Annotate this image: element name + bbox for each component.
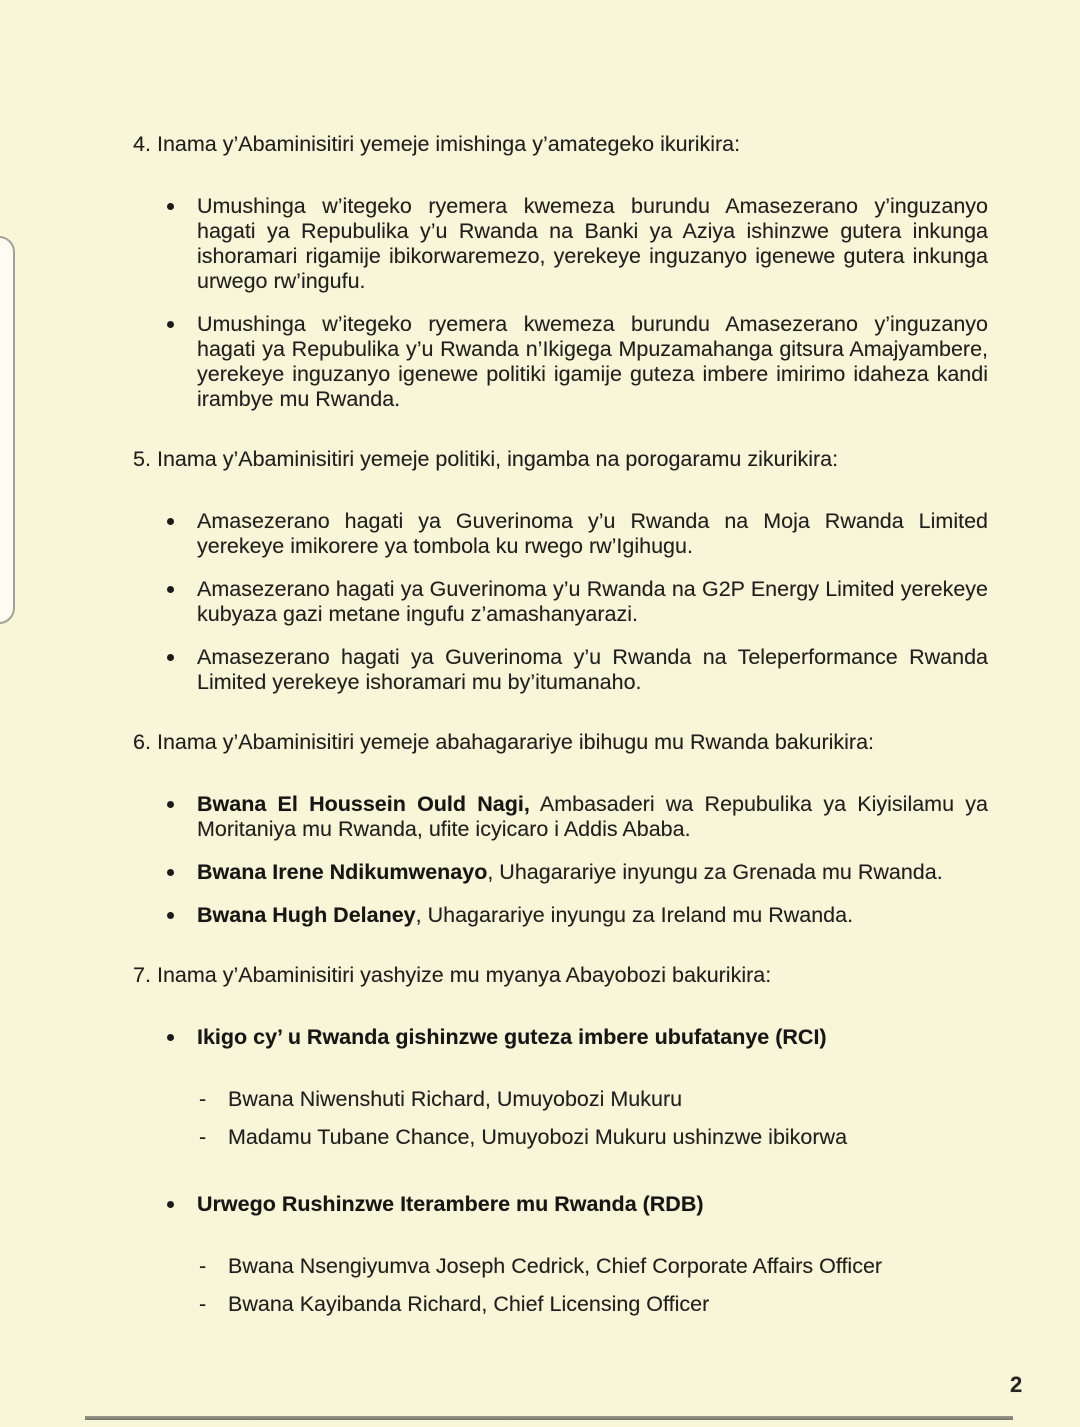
line-rest: , Uhagarariye inyungu za Grenada mu Rwanda.: [487, 860, 943, 884]
bullet-icon: [167, 869, 174, 876]
bullet-icon: [167, 321, 174, 328]
dash-icon: -: [199, 1292, 207, 1316]
bullet-list: [133, 194, 988, 412]
text-line: [197, 903, 988, 928]
text-line: kubyaza gazi metane ingufu z’amashanyarazi.: [197, 602, 639, 626]
text-line: Amasezerano hagati ya Guverinoma y’u Rwanda na Moja Rwanda Limited: [197, 509, 988, 533]
text-line: irambye mu Rwanda.: [197, 387, 401, 411]
bullet-text: [197, 792, 988, 842]
sub-item-text: Madamu Tubane Chance, Umuyobozi Mukuru ushinzwe ibikorwa: [228, 1125, 848, 1149]
bullet-item: [133, 860, 988, 885]
bold-name: Bwana El Houssein Ould Nagi,: [197, 792, 530, 816]
bold-name: Bwana Hugh Delaney: [197, 903, 416, 927]
bullet-text: [197, 903, 988, 928]
text-line: Umushinga w’itegeko ryemera kwemeza burundu Amasezerano y’inguzanyo: [197, 194, 988, 218]
bullet-icon: [167, 654, 174, 661]
section-heading-text: Inama y’Abaminisitiri yemeje politiki, ingamba na porogaramu zikurikira:: [157, 447, 839, 471]
text-line: Amasezerano hagati ya Guverinoma y’u Rwanda na Teleperformance Rwanda: [197, 645, 988, 669]
text-line: Moritaniya mu Rwanda, ufite icyicaro i Addis Ababa.: [197, 817, 691, 841]
bullet-text: [197, 509, 988, 559]
text-line: hagati ya Repubulika y’u Rwanda na Banki ya Aziya ishinzwe gutera inkunga: [197, 219, 988, 243]
bullet-text: [197, 312, 988, 412]
bullet-item: [133, 194, 988, 294]
section: [133, 963, 988, 1317]
bullet-list: [133, 1025, 988, 1317]
sub-item-text: Bwana Niwenshuti Richard, Umuyobozi Mukuru: [228, 1087, 683, 1111]
line-rest: Ambasaderi wa Repubulika ya Kiyisilamu ya: [529, 792, 988, 816]
sub-item-text: Bwana Kayibanda Richard, Chief Licensing Officer: [228, 1292, 710, 1316]
bold-heading-line: Urwego Rushinzwe Iterambere mu Rwanda (RDB): [197, 1192, 704, 1216]
bullet-icon: [167, 203, 174, 210]
bullet-icon: [167, 1034, 174, 1041]
bold-heading-line: Ikigo cy’ u Rwanda gishinzwe guteza imbere ubufatanye (RCI): [197, 1025, 827, 1049]
text-line: [197, 860, 988, 885]
section-heading-text: Inama y’Abaminisitiri yemeje abahagarariye ibihugu mu Rwanda bakurikira:: [157, 730, 875, 754]
text-line: yerekeye inguzanyo igenewe politiki igamije guteza imbere imirimo idaheza kandi: [197, 362, 988, 386]
section-heading-text: Inama y’Abaminisitiri yashyize mu myanya Abayobozi bakurikira:: [157, 963, 772, 987]
section-number: 6.: [133, 730, 151, 754]
sub-list: [133, 1254, 988, 1317]
text-line: ishoramari rigamije ibikorwaremezo, yerekeye inguzanyo igenewe gutera inkunga: [197, 244, 988, 268]
dash-icon: -: [199, 1254, 207, 1278]
section-heading-text: Inama y’Abaminisitiri yemeje imishinga y’amategeko ikurikira:: [157, 132, 741, 156]
bullet-icon: [167, 801, 174, 808]
sub-item: [133, 1125, 988, 1150]
text-line: Limited yerekeye ishoramari mu by’itumanaho.: [197, 670, 642, 694]
text-line: Amasezerano hagati ya Guverinoma y’u Rwanda na G2P Energy Limited yerekeye: [197, 577, 988, 601]
bullet-item: [133, 1192, 988, 1217]
text-line: hagati ya Repubulika y’u Rwanda n’Ikigega Mpuzamahanga gitsura Amajyambere,: [197, 337, 988, 361]
text-line: yerekeye imikorere ya tombola ku rwego rw’Igihugu.: [197, 534, 693, 558]
page-number: 2: [1010, 1372, 1023, 1397]
bullet-item: [133, 312, 988, 412]
bullet-item: [133, 792, 988, 842]
sub-item: [133, 1087, 988, 1112]
section-number: 4.: [133, 132, 151, 156]
sub-item: [133, 1292, 988, 1317]
section-heading: [133, 963, 988, 988]
bullet-icon: [167, 586, 174, 593]
bullet-icon: [167, 912, 174, 919]
sub-item-text: Bwana Nsengiyumva Joseph Cedrick, Chief Corporate Affairs Officer: [228, 1254, 883, 1278]
bullet-text: [197, 1025, 988, 1050]
text-line: urwego rw’ingufu.: [197, 269, 366, 293]
dash-icon: -: [199, 1087, 207, 1111]
section-number: 7.: [133, 963, 151, 987]
page-edge-tab[interactable]: [0, 236, 15, 624]
bullet-text: [197, 194, 988, 294]
section-heading: [133, 730, 988, 755]
bullet-item: [133, 903, 988, 928]
section: [133, 730, 988, 928]
section-heading: [133, 447, 988, 472]
text-line: Umushinga w’itegeko ryemera kwemeza burundu Amasezerano y’inguzanyo: [197, 312, 988, 336]
bullet-text: [197, 645, 988, 695]
section-number: 5.: [133, 447, 151, 471]
sub-item: [133, 1254, 988, 1279]
bottom-divider: [85, 1416, 1013, 1420]
sub-list: [133, 1087, 988, 1150]
bullet-item: [133, 577, 988, 627]
section: [133, 447, 988, 695]
bullet-item: [133, 1025, 988, 1050]
bullet-list: [133, 509, 988, 695]
section-heading: [133, 132, 988, 157]
bullet-text: [197, 1192, 988, 1217]
bullet-text: [197, 860, 988, 885]
bullet-list: [133, 792, 988, 928]
section: [133, 132, 988, 412]
text-line: [197, 792, 988, 817]
bullet-item: [133, 509, 988, 559]
bullet-item: [133, 645, 988, 695]
bullet-text: [197, 577, 988, 627]
bullet-icon: [167, 518, 174, 525]
document-content: [133, 132, 988, 1317]
line-rest: , Uhagarariye inyungu za Ireland mu Rwanda.: [415, 903, 854, 927]
bold-name: Bwana Irene Ndikumwenayo: [197, 860, 488, 884]
bullet-icon: [167, 1201, 174, 1208]
dash-icon: -: [199, 1125, 207, 1149]
